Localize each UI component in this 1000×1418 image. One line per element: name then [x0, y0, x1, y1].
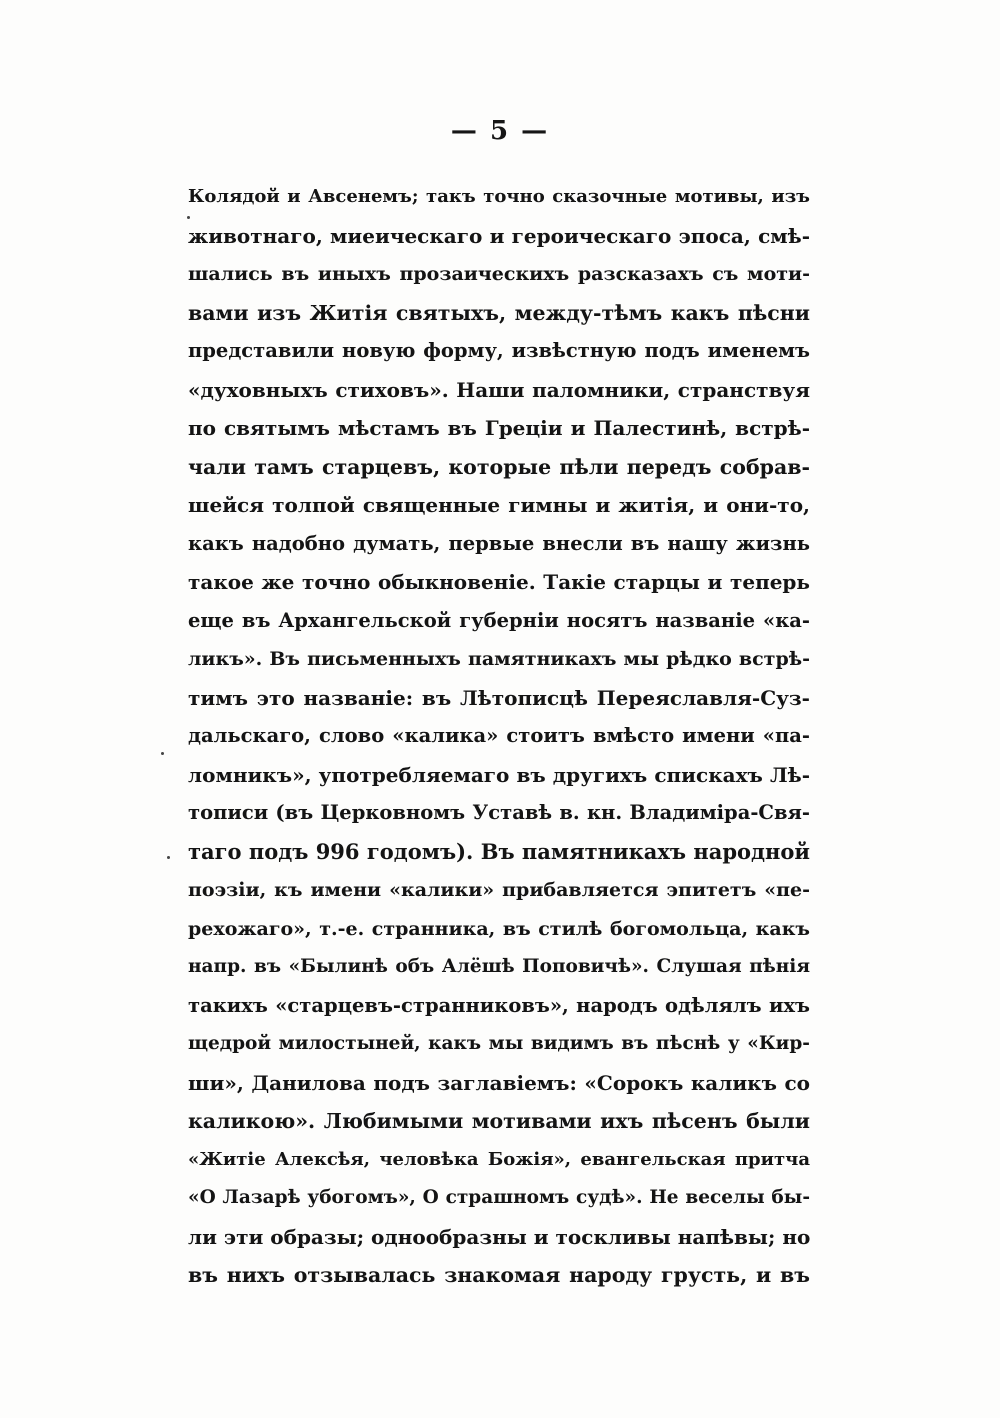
text-line: напр. въ «Былинѣ объ Алёшѣ Поповичѣ». Слушая пѣнія: [188, 956, 810, 977]
text-line: чали тамъ старцевъ, которые пѣли передъ собрав-: [188, 454, 810, 479]
text-line: такое же точно обыкновеніе. Такіе старцы и теперь: [188, 570, 810, 594]
print-speck: [167, 856, 170, 859]
text-line: «духовныхъ стиховъ». Наши паломники, странствуя: [188, 377, 810, 402]
text-line: таго подъ 996 годомъ). Въ памятникахъ народной: [188, 838, 810, 864]
text-line: тимъ это названіе: въ Лѣтописцѣ Переяславля-Суз-: [188, 685, 810, 710]
text-line: въ нихъ отзывалась знакомая народу грусть, и въ: [188, 1263, 810, 1287]
print-speck: [187, 216, 190, 219]
text-line: дальскаго, слово «калика» стоитъ вмѣсто имени «па-: [188, 724, 810, 747]
text-line: животнаго, миеическаго и героическаго эпоса, смѣ-: [188, 223, 810, 248]
text-line: такихъ «старцевъ-странниковъ», народъ одѣлялъ ихъ: [188, 993, 810, 1017]
text-line: ли эти образы; однообразны и тоскливы напѣвы; но: [188, 1224, 810, 1249]
text-line: вами изъ Житія святыхъ, между-тѣмъ какъ пѣсни: [188, 300, 810, 325]
text-line: по святымъ мѣстамъ въ Греціи и Палестинѣ, встрѣ-: [188, 416, 810, 440]
text-line: каликою». Любимыми мотивами ихъ пѣсенъ были: [188, 1109, 810, 1133]
text-line: какъ надобно думать, первые внесли въ нашу жизнь: [188, 531, 810, 555]
text-line: поэзіи, къ имени «калики» прибавляется эпитетъ «пе-: [188, 879, 810, 901]
body-text: [188, 178, 810, 1295]
text-line: ликъ». Въ письменныхъ памятникахъ мы рѣдко встрѣ-: [188, 648, 810, 670]
text-line: «Житіе Алексѣя, человѣка Божія», евангельская притча: [188, 1148, 810, 1170]
text-line: Колядой и Авсенемъ; такъ точно сказочные мотивы, изъ: [188, 186, 810, 207]
text-line: тописи (въ Церковномъ Уставѣ в. кн. Владиміра-Свя-: [188, 801, 810, 824]
print-speck: [161, 752, 164, 755]
text-line: шейся толпой священные гимны и житія, и они-то,: [188, 493, 810, 517]
text-line: шались въ иныхъ прозаическихъ разсказахъ съ моти-: [188, 263, 810, 285]
text-line: ши», Данилова подъ заглавіемъ: «Сорокъ каликъ со: [188, 1070, 810, 1095]
text-line: еще въ Архангельской губерніи носятъ названіе «ка-: [188, 608, 810, 632]
text-line: щедрой милостыней, какъ мы видимъ въ пѣснѣ у «Кир-: [188, 1033, 810, 1054]
text-line: «О Лазарѣ убогомъ», О страшномъ судѣ». Не веселы бы-: [188, 1187, 810, 1208]
text-line: рехожаго», т.-е. странника, въ стилѣ богомольца, какъ: [188, 917, 810, 940]
text-line: представили новую форму, извѣстную подъ именемъ: [188, 339, 810, 362]
page-number: — 5 —: [450, 116, 550, 146]
text-line: ломникъ», употребляемаго въ другихъ спискахъ Лѣ-: [188, 762, 810, 787]
